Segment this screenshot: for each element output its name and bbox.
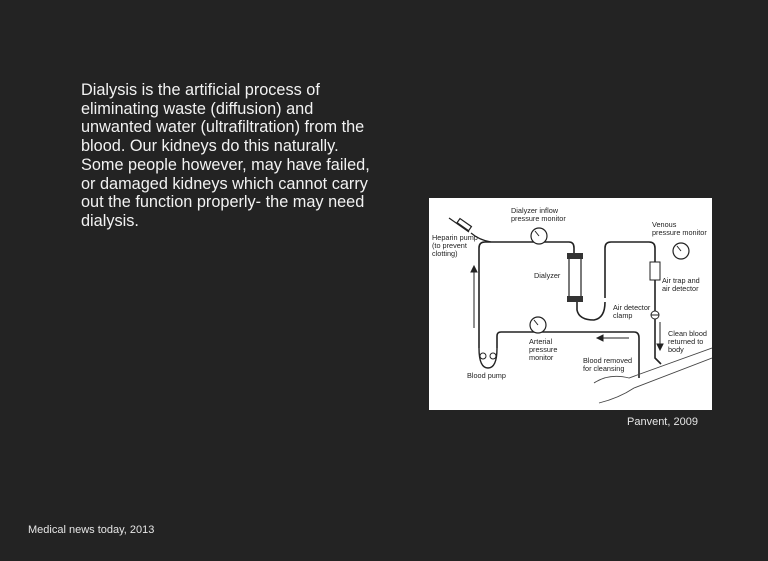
air-trap [650, 262, 660, 280]
body-paragraph: Dialysis is the artificial process of eliminating waste (diffusion) and unwanted water (ultrafiltration) from the blood. Our kidneys do this naturally. Some people however, may have failed, or damaged kidneys which cannot carry out the function properly- the may need dialysis. [81, 81, 370, 230]
tube-dialyzer-out [577, 301, 605, 320]
dialysis-diagram [429, 198, 712, 410]
label-blood-pump: Blood pump [467, 371, 506, 380]
label-arterial-monitor: Arterial pressure monitor [529, 337, 558, 362]
figure-caption: Panvent, 2009 [627, 416, 698, 428]
label-heparin-pump: Heparin pump (to prevent clotting) [432, 233, 478, 258]
label-venous-monitor: Venous pressure monitor [652, 220, 707, 237]
dialyzer-body [569, 256, 581, 300]
label-dialyzer: Dialyzer [534, 271, 561, 280]
label-air-detector-clamp: Air detector clamp [613, 303, 651, 320]
label-dialyzer-inflow: Dialyzer inflow pressure monitor [511, 206, 566, 223]
label-blood-removed: Blood removed for cleansing [583, 356, 633, 373]
label-clean-blood: Clean blood returned to body [668, 329, 707, 354]
footer-citation: Medical news today, 2013 [28, 524, 155, 536]
tube-left [479, 242, 499, 348]
label-air-trap: Air trap and air detector [662, 276, 700, 293]
